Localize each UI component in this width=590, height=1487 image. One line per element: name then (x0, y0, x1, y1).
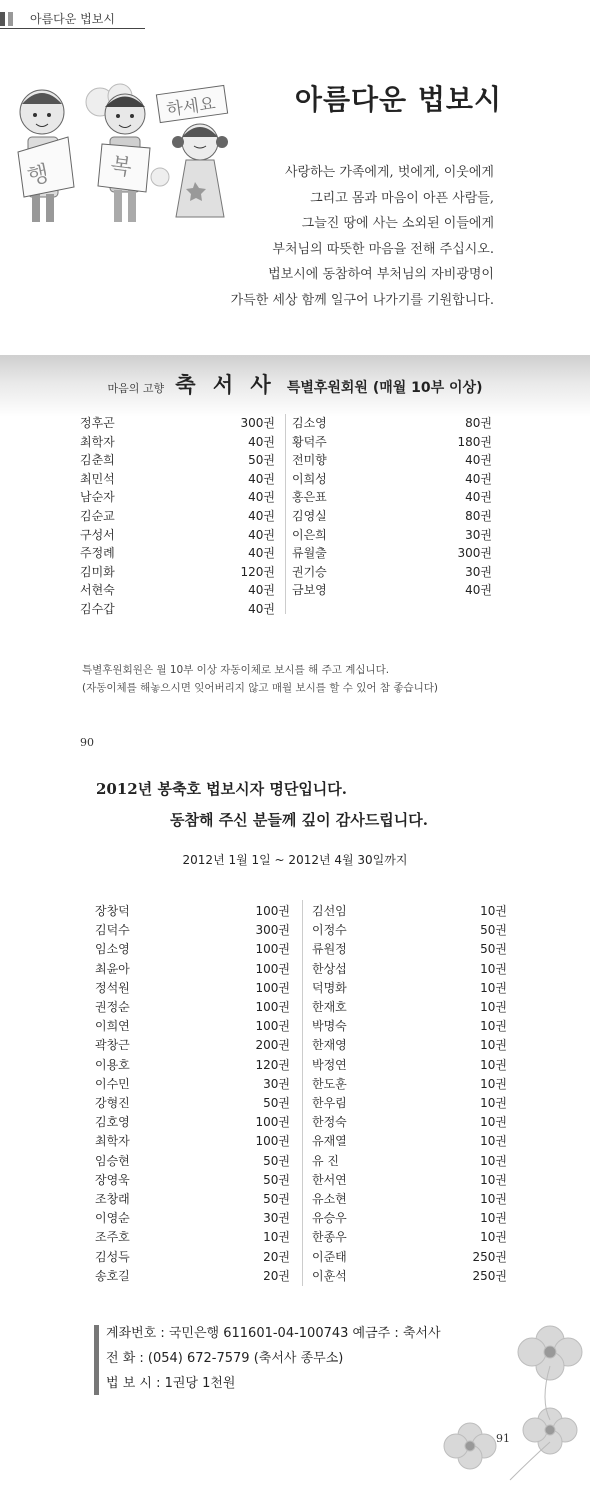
table-row: 이훈석 250권 (312, 1268, 507, 1283)
list-item: 김소영 80권 (292, 416, 492, 430)
contact-marker (94, 1325, 99, 1395)
special-note-line: (자동이체를 해놓으시면 잊어버리지 않고 매월 보시를 할 수 있어 참 좋습니다) (82, 682, 439, 694)
special-note-line: 특별후원회원은 월 10부 이상 자동이체로 보시를 해 주고 계십니다. (82, 664, 390, 676)
header-tab (0, 8, 145, 28)
table-row: 이희연 100권 (95, 1019, 290, 1034)
table-row: 이수민 30권 (95, 1076, 290, 1091)
list-item: 전미향 40권 (292, 453, 492, 468)
list-item: 남순자 40권 (80, 490, 275, 505)
list-item: 권기승 30권 (292, 564, 492, 579)
list-item: 류월출 300권 (292, 546, 492, 561)
table-row: 권정순 100권 (95, 1000, 290, 1014)
column-divider (285, 414, 286, 614)
sign-mid-text: 복 (108, 153, 134, 182)
page-number-left: 90 (80, 736, 94, 749)
intro-poem (164, 160, 494, 313)
header-rule (0, 28, 145, 29)
list-item: 주정례 40권 (80, 546, 275, 561)
poem-line: 그늘진 땅에 사는 소외된 이들에게 (301, 216, 494, 231)
intro-title: 아름다운 법보시 (294, 83, 502, 116)
table-row: 조주호 10권 (95, 1230, 290, 1245)
list-item: 김춘희 50권 (80, 453, 275, 468)
special-subtitle: 특별후원회원 (매월 10부 이상) (286, 380, 483, 396)
table-row: 이정수 50권 (312, 923, 507, 938)
table-row: 류원정 50권 (312, 942, 507, 957)
phone-line: 전 화 : (054) 672-7579 (축서사 종무소) (106, 1351, 344, 1366)
poem-line: 사랑하는 가족에게, 벗에게, 이웃에게 (284, 165, 494, 180)
special-members-title (0, 369, 590, 399)
table-row: 이영순 30권 (95, 1211, 290, 1226)
temple-name: 축 서 사 (175, 373, 276, 397)
sign-right-text: 하세요 (165, 93, 217, 121)
list-item: 최민석 40권 (80, 471, 275, 486)
table-row: 임소영 100권 (95, 942, 290, 957)
table-row: 한상섭 10권 (312, 961, 507, 976)
column-divider (302, 900, 303, 1286)
header-tab-label: 아름다운 법보시 (30, 12, 115, 26)
list-item: 김미화 120권 (80, 564, 275, 579)
table-row: 이용호 120권 (95, 1057, 290, 1072)
table-row: 최윤아 100권 (95, 961, 290, 976)
list-item: 구성서 40권 (80, 527, 275, 542)
list-period: 2012년 1월 1일 ~ 2012년 4월 30일까지 (182, 853, 408, 867)
table-row: 유승우 10권 (312, 1211, 507, 1226)
list-heading-2: 동참해 주신 분들께 깊이 감사드립니다. (170, 811, 428, 829)
temple-prefix: 마음의 고향 (107, 382, 165, 395)
table-row: 박정연 10권 (312, 1057, 507, 1072)
sign-left-text: 행 (25, 161, 52, 191)
table-row: 한재호 10권 (312, 1000, 507, 1014)
table-row: 덕명화 10권 (312, 980, 507, 995)
table-row: 유소현 10권 (312, 1192, 507, 1206)
table-row: 장창덕 100권 (95, 904, 290, 918)
table-row: 김선임 10권 (312, 904, 507, 918)
table-row: 김성득 20권 (95, 1249, 290, 1264)
list-item: 금보영 40권 (292, 583, 492, 598)
list-item: 김순교 40권 (80, 509, 275, 523)
tab-marker-light (8, 12, 13, 26)
table-row: 한정숙 10권 (312, 1115, 507, 1130)
table-row: 최학자 100권 (95, 1134, 290, 1149)
table-row: 김덕수 300권 (95, 923, 290, 938)
table-row: 박명숙 10권 (312, 1019, 507, 1034)
list-item: 정후곤 300권 (80, 416, 275, 430)
list-item: 김영실 80권 (292, 509, 492, 523)
table-row: 이준태 250권 (312, 1249, 507, 1264)
list-item: 홍은표 40권 (292, 490, 492, 505)
list-item: 황덕주 180권 (292, 434, 492, 449)
page-number-right: 91 (496, 1432, 510, 1445)
list-item: 김수갑 40권 (80, 602, 275, 616)
list-item: 이희성 40권 (292, 471, 492, 486)
list-item: 이은희 30권 (292, 527, 492, 542)
poem-line: 그리고 몸과 마음이 아픈 사람들, (310, 190, 494, 206)
table-row: 한도훈 10권 (312, 1076, 507, 1091)
table-row: 김호영 100권 (95, 1115, 290, 1130)
account-line: 계좌번호 : 국민은행 611601-04-100743 예금주 : 축서사 (106, 1326, 441, 1341)
list-item: 서현숙 40권 (80, 583, 275, 598)
table-row: 한서연 10권 (312, 1172, 507, 1187)
table-row: 유재열 10권 (312, 1134, 507, 1149)
table-row: 한종우 10권 (312, 1230, 507, 1245)
poem-line: 가득한 세상 함께 일구어 나가기를 기원합니다. (230, 292, 494, 308)
table-row: 유 진 10권 (312, 1153, 507, 1168)
table-row: 한우림 10권 (312, 1096, 507, 1110)
tab-marker (0, 12, 5, 26)
table-row: 강형진 50권 (95, 1096, 290, 1110)
table-row: 정석원 100권 (95, 980, 290, 995)
table-row: 조창래 50권 (95, 1192, 290, 1206)
list-item: 최학자 40권 (80, 434, 275, 449)
table-row: 곽창근 200권 (95, 1038, 290, 1053)
price-line: 법 보 시 : 1권당 1천원 (106, 1376, 236, 1391)
table-row: 송호길 20권 (95, 1268, 290, 1283)
poem-line: 법보시에 동참하여 부처님의 자비광명이 (268, 267, 494, 282)
table-row: 장영욱 50권 (95, 1172, 290, 1187)
list-heading-1: 2012년 봉축호 법보시자 명단입니다. (96, 780, 348, 798)
table-row: 임승현 50권 (95, 1153, 290, 1168)
poem-line: 부처님의 따뜻한 마음을 전해 주십시오. (272, 241, 494, 257)
table-row: 한재영 10권 (312, 1038, 507, 1053)
